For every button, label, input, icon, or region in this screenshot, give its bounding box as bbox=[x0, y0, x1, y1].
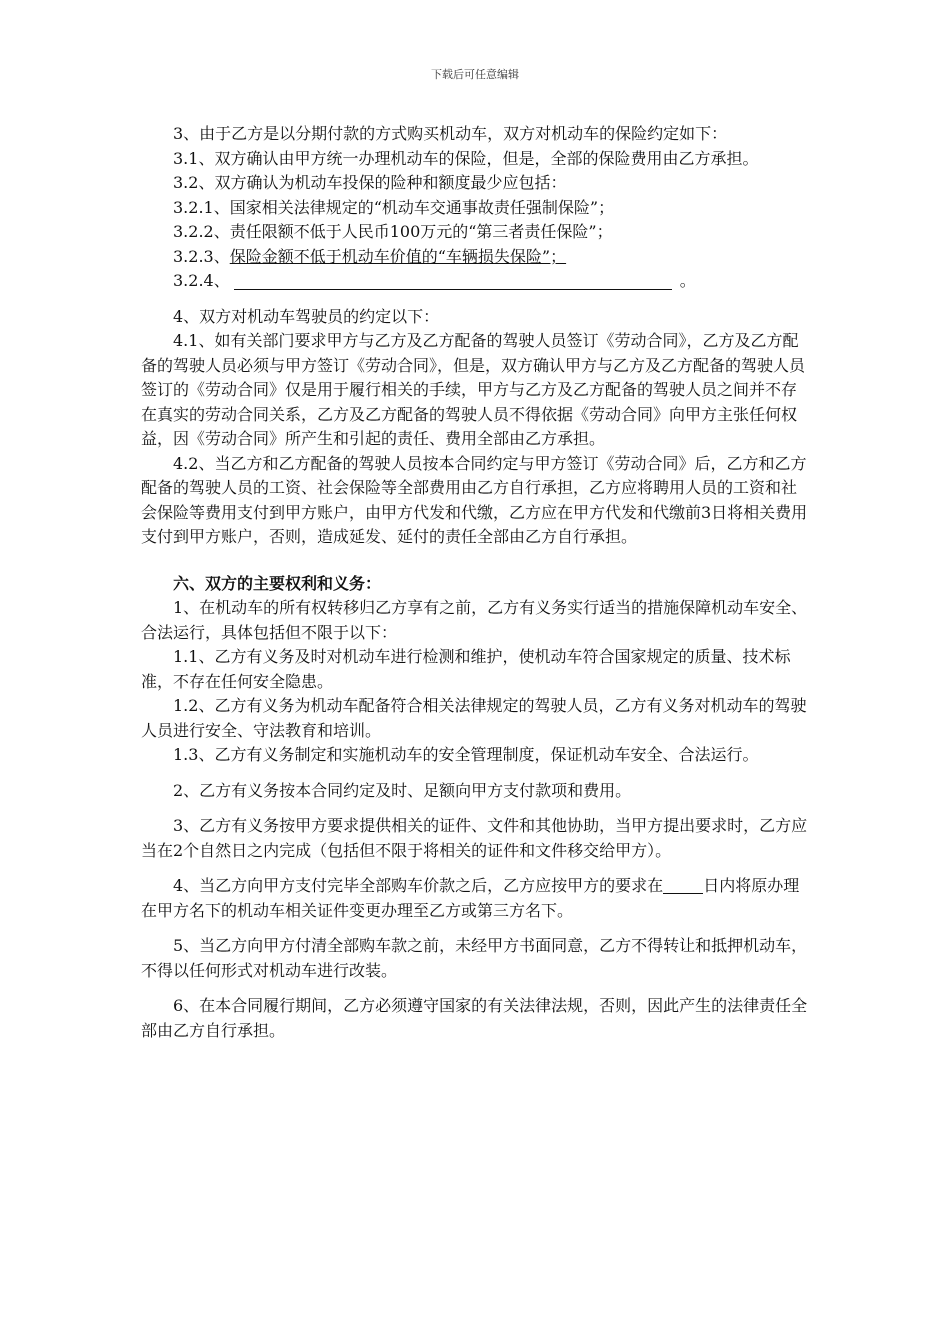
section-6-item-4-part-a: 4、当乙方向甲方支付完毕全部购车价款之后，乙方应按甲方的要求在 bbox=[173, 876, 664, 895]
section-6-item-4 bbox=[141, 874, 811, 923]
document-body bbox=[141, 122, 811, 1043]
clause-4-2: 4.2、当乙方和乙方配备的驾驶人员按本合同约定与甲方签订《劳动合同》后，乙方和乙方配备的驾驶人员的工资、社会保险等全部费用由乙方自行承担，乙方应将聘用人员的工资和社会保险等费用支付到甲方账户，由甲方代发和代缴，乙方应在甲方代发和代缴前3日将相关费用支付到甲方账户，否则，造成延发、延付的责任全部由乙方自行承担。 bbox=[141, 453, 808, 546]
clause-3: 3、由于乙方是以分期付款的方式购买机动车，双方对机动车的保险约定如下： bbox=[173, 124, 728, 143]
section-6-item-1-2: 1.2、乙方有义务为机动车配备符合相关法律规定的驾驶人员，乙方有义务对机动车的驾驶人员进行安全、守法教育和培训。 bbox=[141, 696, 807, 740]
days-blank bbox=[663, 877, 703, 894]
section-6-item-4-part-b: 日内将原办理在甲方名下的机动车相关证件变更办理至乙方或第三方名下。 bbox=[141, 876, 800, 920]
clause-3-2-3 bbox=[141, 245, 811, 270]
section-6-item-1: 1、在机动车的所有权转移归乙方享有之前，乙方有义务实行适当的措施保障机动车安全、合法运行，具体包括但不限于以下： bbox=[141, 598, 808, 642]
clause-3-2-1: 3.2.1、国家相关法律规定的“机动车交通事故责任强制保险”； bbox=[173, 197, 615, 217]
clause-3-2: 3.2、双方确认为机动车投保的险种和额度最少应包括： bbox=[173, 173, 567, 192]
clause-3-2-4-number: 3.2.4、 bbox=[173, 271, 230, 290]
clause-3-2-3-number: 3.2.3、 bbox=[173, 246, 230, 266]
section-6-item-3: 3、乙方有义务按甲方要求提供相关的证件、文件和其他协助，当甲方提出要求时，乙方应当在2个自然日之内完成（包括但不限于将相关的证件和文件移交给甲方）。 bbox=[141, 816, 808, 860]
clause-3-2-4-blank bbox=[234, 271, 672, 290]
section-6-item-1-1: 1.1、乙方有义务及时对机动车进行检测和维护，使机动车符合国家规定的质量、技术标准，不存在任何安全隐患。 bbox=[141, 647, 791, 691]
clause-3-1: 3.1、双方确认由甲方统一办理机动车的保险，但是，全部的保险费用由乙方承担。 bbox=[173, 148, 759, 168]
section-6-heading: 六、双方的主要权利和义务： bbox=[173, 573, 382, 593]
clause-4-1: 4.1、如有关部门要求甲方与乙方及乙方配备的驾驶人员签订《劳动合同》，乙方及乙方配备的驾驶人员必须与甲方签订《劳动合同》，但是，双方确认甲方与乙方及乙方配备的驾驶人员签订的《劳动合同》仅是用于履行相关的手续，甲方与乙方及乙方配备的驾驶人员之间并不存在真实的劳动合同关系，乙方及乙方配备的驾驶人员不得依据《劳动合同》向甲方主张任何权益，因《劳动合同》所产生和引起的责任、费用全部由乙方承担。 bbox=[141, 331, 806, 448]
section-6-item-5: 5、当乙方向甲方付清全部购车款之前，未经甲方书面同意，乙方不得转让和抵押机动车，不得以任何形式对机动车进行改装。 bbox=[141, 936, 808, 980]
clause-4: 4、双方对机动车驾驶员的约定以下： bbox=[173, 306, 440, 326]
page-header: 下载后可任意编辑 bbox=[431, 68, 519, 81]
section-6-item-1-3: 1.3、乙方有义务制定和实施机动车的安全管理制度，保证机动车安全、合法运行。 bbox=[173, 745, 759, 764]
clause-3-2-2: 3.2.2、责任限额不低于人民币100万元的“第三者责任保险”； bbox=[173, 222, 613, 241]
section-6-item-2: 2、乙方有义务按本合同约定及时、足额向甲方支付款项和费用。 bbox=[173, 780, 632, 800]
clause-3-2-4 bbox=[141, 269, 811, 294]
section-6-item-6: 6、在本合同履行期间，乙方必须遵守国家的有关法律法规，否则，因此产生的法律责任全部由乙方自行承担。 bbox=[141, 996, 808, 1040]
clause-3-2-4-end: 。 bbox=[679, 271, 696, 290]
clause-3-2-3-text: 保险金额不低于机动车价值的“车辆损失保险”； bbox=[229, 246, 567, 266]
